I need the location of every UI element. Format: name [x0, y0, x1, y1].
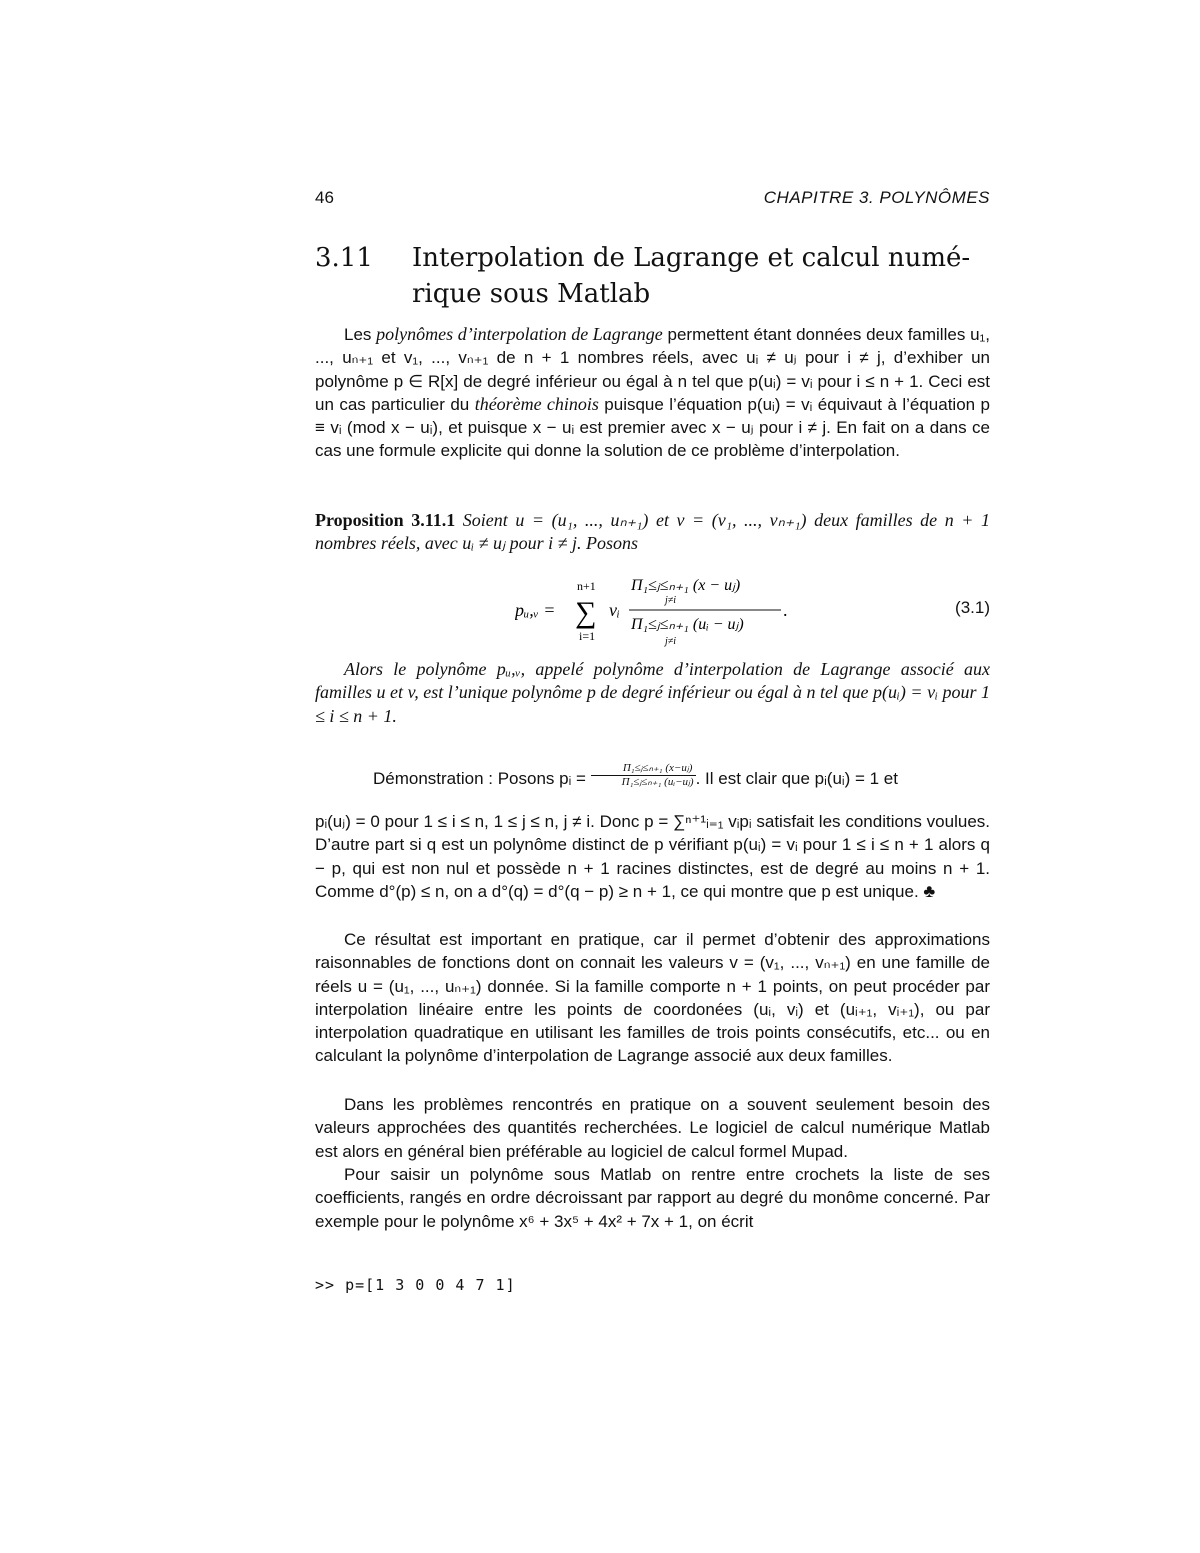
end-of-proof-club-icon: ♣ [923, 880, 936, 901]
running-chapter-title: CHAPITRE 3. POLYNÔMES [763, 188, 990, 207]
demo-fraction-denominator: Π₁≤ⱼ≤ₙ₊₁ (uᵢ−uⱼ) [621, 776, 694, 788]
demo-start: Démonstration : Posons pᵢ = [373, 768, 591, 788]
eq-denominator-condition: j≠i [665, 636, 677, 647]
proposition-label: Proposition 3.11.1 [315, 510, 456, 530]
demo-fraction [591, 762, 696, 789]
intro-emphasis-lagrange: polynômes d’interpolation de Lagrange [376, 324, 663, 344]
section-title: Interpolation de Lagrange et calcul numé-rique sous Matlab [412, 243, 971, 309]
paragraph-results: Ce résultat est important en pratique, car il permet d’obtenir des approximations raisonnables de fonctions dont on connait les valeurs v = (v₁, ..., vₙ₊₁) en une famille de réels u = (u₁, ..., uₙ₊₁) donnée. Si la famille comporte n + 1 points, on peut procéder par interpolation linéaire entre les points de coordonées (uᵢ, vᵢ) et (uᵢ₊₁, vᵢ₊₁), ou par interpolation quadratique en utilisant les familles de trois points consécutifs, etc... ou en calculant la polynôme d’interpolation de Lagrange associé aux deux familles. [315, 930, 990, 1066]
paragraph-matlab: Dans les problèmes rencontrés en pratique on a souvent seulement besoin des valeurs approchées des quantités recherchées. Le logiciel de calcul numérique Matlab est alors en général bien préférable au logiciel de calcul formel Mupad. [315, 1095, 990, 1161]
page-header [315, 188, 990, 214]
proposition [315, 509, 990, 556]
eq-lhs: pᵤ,ᵥ = [515, 600, 556, 620]
demo-fraction-numerator: Π₁≤ⱼ≤ₙ₊₁ (x−uⱼ) [591, 762, 696, 776]
demonstration-intro [315, 746, 990, 806]
eq-denominator: Π₁≤ⱼ≤ₙ₊₁ (uᵢ − uⱼ) [631, 616, 744, 633]
lagrange-formula [515, 570, 815, 650]
matlab-code-line: >> p=[1 3 0 0 4 7 1] [315, 1276, 516, 1294]
demo-rest: . Il est clair que pᵢ(uᵢ) = 1 et [695, 768, 898, 788]
demonstration-body [315, 810, 990, 903]
eq-sum-upper: n+1 [577, 579, 596, 593]
proposition-statement: Soient u = (u₁, ..., uₙ₊₁) et v = (v₁, ..., vₙ₊₁) deux familles de n + 1 nombres réels, avec uᵢ ≠ uⱼ pour i ≠ j. Posons [315, 510, 990, 554]
eq-numerator: Π₁≤ⱼ≤ₙ₊₁ (x − uⱼ) [631, 577, 741, 594]
intro-text: Les [344, 325, 377, 344]
eq-sum-sign: ∑ [575, 596, 597, 629]
paragraph-polynomial-input: Pour saisir un polynôme sous Matlab on rentre entre crochets la liste de ses coefficients, rangés en ordre décroissant par rapport au degré du monôme concerné. Par exemple pour le polynôme x⁶ + 3x⁵ + 4x² + 7x + 1, on écrit [315, 1165, 990, 1231]
equation-number: (3.1) [955, 598, 990, 617]
eq-sum-lower: i=1 [579, 629, 596, 643]
proposition-conclusion: Alors le polynôme pᵤ,ᵥ, appelé polynôme d’interpolation de Lagrange associé aux familles u et v, est l’unique polynôme p de degré inférieur ou égal à n tel que p(uᵢ) = vᵢ pour 1 ≤ i ≤ n + 1. [315, 659, 990, 726]
demo-body-text: pᵢ(uⱼ) = 0 pour 1 ≤ i ≤ n, 1 ≤ j ≤ n, j ≠ i. Donc p = ∑ⁿ⁺¹ᵢ₌₁ vᵢpᵢ satisfait les conditions voulues. D’autre part si q est un polynôme distinct de p vérifiant p(uᵢ) = vᵢ pour 1 ≤ i ≤ n + 1 alors q − p, qui est non nul et possède n + 1 racines distinctes, est de degré au moins n + 1. Comme d°(p) ≤ n, on a d°(q) = d°(q − p) ≥ n + 1, ce qui montre que p est unique. [315, 812, 990, 901]
intro-text: puisque l’équation p(uᵢ) = vᵢ équivaut à l’équation p ≡ vᵢ (mod x − uᵢ), et puisque x − uᵢ est premier avec x − uⱼ pour i ≠ j. En fait on a dans ce cas une formule explicite qui donne la solution de ce problème d’interpolation. [315, 394, 990, 461]
equation-3-1 [315, 570, 990, 650]
eq-period: . [783, 600, 788, 620]
intro-paragraph [315, 323, 990, 463]
eq-factor: vᵢ [609, 600, 620, 620]
eq-numerator-condition: j≠i [665, 595, 677, 606]
page-number: 46 [315, 188, 334, 207]
section-number: 3.11 [315, 243, 373, 273]
intro-emphasis-chinese-theorem: théorème chinois [474, 393, 599, 414]
intro-text: permettent étant données deux familles u₁, ..., uₙ₊₁ et v₁, ..., vₙ₊₁ de n + 1 nombres réels, avec uᵢ ≠ uⱼ pour i ≠ j, d’exhiber un polynôme p ∈ R[x] de degré inférieur ou égal à n tel que p(uᵢ) = vᵢ pour i ≤ n + 1. Ceci est un cas particulier du [315, 325, 990, 414]
